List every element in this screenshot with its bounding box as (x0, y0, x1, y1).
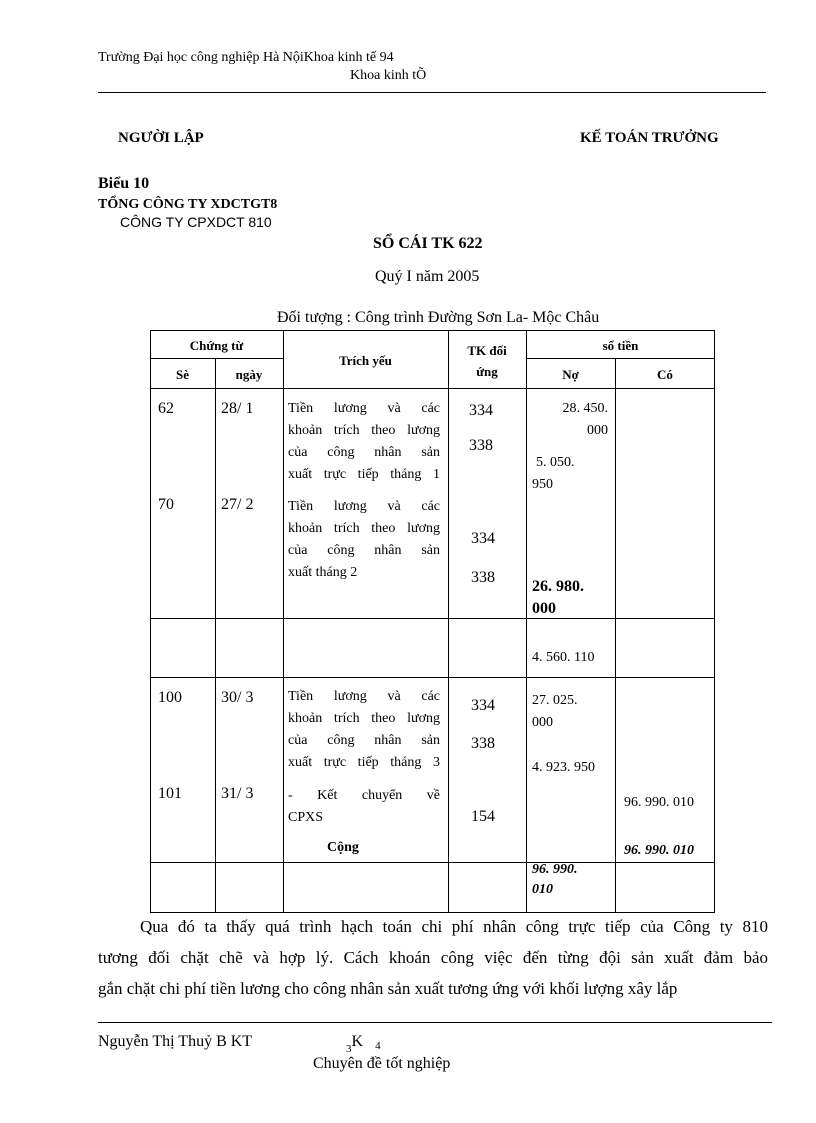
company-name: CÔNG TY CPXDCT 810 (120, 214, 272, 230)
table-header-bottom (150, 388, 715, 389)
entry-description (288, 785, 440, 829)
class-code-part: K (351, 1033, 364, 1050)
entry-account: 334 (471, 697, 495, 714)
table-border-right (714, 330, 715, 912)
table-col-line-3 (448, 330, 449, 912)
paragraph-line: Qua đó ta thấy quá trình hạch toán chi phí nhân công trực tiếp của Công ty 810 (140, 917, 768, 936)
debit-part: 26. 980. (532, 578, 584, 595)
total-debit-part: 010 (532, 882, 553, 897)
ledger-subject: Đối tượng : Công trình Đường Sơn La- Mộc Châu (277, 309, 600, 326)
class-code-part: 4 (375, 1040, 381, 1052)
table-row-line-3 (150, 862, 715, 863)
entry-account: 338 (471, 569, 495, 586)
entry-debit: 4. 560. 110 (532, 650, 595, 665)
signature-preparer: NGƯỜI LẬP (118, 130, 204, 146)
footer-caption: Chuyên đề tốt nghiệp (313, 1055, 451, 1072)
debit-part: 5. 050. (536, 455, 575, 470)
form-label: Biểu 10 (98, 175, 150, 192)
total-credit: 96. 990. 010 (624, 843, 694, 858)
debit-part: 28. 450. (562, 401, 608, 416)
description-line: xuất tháng 2 (288, 565, 358, 580)
total-label: Cộng (327, 840, 359, 855)
entry-debit (532, 690, 578, 734)
header-rule (98, 92, 766, 93)
paragraph-line: gắn chặt chi phí tiền lương cho công nhân sản xuất tương ứng với khối lượng xây lắp (98, 979, 678, 998)
entry-description (288, 496, 440, 584)
entry-account: 154 (471, 808, 495, 825)
table-col-line-5 (615, 358, 616, 912)
entry-credit: 96. 990. 010 (624, 795, 694, 810)
table-header-split-2 (526, 358, 715, 359)
faculty-name: Khoa kinh tế 94 (303, 50, 394, 65)
entry-number: 70 (158, 496, 174, 513)
entry-number: 62 (158, 400, 174, 417)
entry-account: 334 (471, 530, 495, 547)
header-school (98, 50, 394, 66)
table-col-line-4 (526, 330, 527, 912)
footer-class-code (346, 1033, 381, 1055)
description-line: khoản trích theo lương (288, 711, 440, 726)
header-description: Trích yếu (339, 353, 392, 368)
entry-date: 28/ 1 (221, 400, 254, 417)
entry-debit (532, 576, 584, 620)
table-border-top (150, 330, 715, 331)
entry-debit (552, 398, 608, 442)
debit-part: 000 (532, 715, 553, 730)
total-debit-part: 96. 990. (532, 862, 578, 877)
debit-part: 950 (532, 477, 553, 492)
debit-part: 000 (532, 600, 556, 617)
footer-author: Nguyễn Thị Thuỷ B KT (98, 1033, 253, 1050)
description-line: Tiền lương và các (288, 401, 440, 416)
header-voucher: Chứng từ (189, 338, 244, 353)
description-line: Tiền lương và các (288, 689, 440, 704)
table-col-line-2 (283, 330, 284, 912)
header-account-line2: ứng (476, 364, 498, 379)
signature-chief-accountant: KẾ TOÁN TRƯỞNG (580, 130, 719, 146)
header-date: ngày (235, 367, 263, 382)
entry-account: 338 (471, 735, 495, 752)
total-debit (532, 860, 578, 900)
debit-part: 27. 025. (532, 693, 578, 708)
entry-date: 31/ 3 (221, 785, 254, 802)
description-line: của công nhân sản (288, 543, 440, 558)
description-line: Tiền lương và các (288, 499, 440, 514)
header-debit: Nợ (562, 367, 579, 382)
header-faculty-second: Khoa kinh tÕ (350, 68, 427, 83)
ledger-period: Quý I năm 2005 (375, 268, 480, 285)
description-line: của công nhân sản (288, 445, 440, 460)
school-name: Trường Đại học công nghiệp Hà Nội (98, 50, 304, 65)
table-col-line-1 (215, 358, 216, 912)
corporation-name: TỔNG CÔNG TY XDCTGT8 (98, 197, 278, 212)
footer-rule (98, 1022, 772, 1023)
entry-debit: 4. 923. 950 (532, 760, 595, 775)
table-row-line-1 (150, 618, 715, 619)
description-line: của công nhân sản (288, 733, 440, 748)
header-amount: số tiền (602, 338, 639, 353)
description-line: - Kết chuyển về (288, 788, 440, 803)
entry-number: 100 (158, 689, 182, 706)
description-line: xuất trực tiếp tháng 1 (288, 467, 440, 482)
description-line: khoản trích theo lương (288, 521, 440, 536)
ledger-title: SỔ CÁI TK 622 (373, 235, 483, 252)
description-line: CPXS (288, 810, 324, 825)
entry-date: 27/ 2 (221, 496, 254, 513)
header-credit: Có (657, 367, 673, 382)
paragraph-line: tương đối chặt chẽ và hợp lý. Cách khoán công việc đến từng đội sản xuất đảm bảo (98, 948, 768, 967)
conclusion-paragraph (98, 911, 768, 1004)
entry-debit (532, 452, 575, 496)
entry-description (288, 398, 440, 486)
class-code-part: 3 (346, 1043, 352, 1055)
header-account-line1: TK đối (467, 343, 507, 358)
entry-date: 30/ 3 (221, 689, 254, 706)
entry-account: 338 (469, 437, 493, 454)
entry-number: 101 (158, 785, 182, 802)
description-line: khoản trích theo lương (288, 423, 440, 438)
description-line: xuất trực tiếp tháng 3 (288, 755, 440, 770)
debit-part: 000 (587, 423, 608, 438)
entry-description (288, 686, 440, 774)
header-number: Sè (176, 367, 189, 382)
table-row-line-2 (150, 677, 715, 678)
table-header-split-1 (150, 358, 283, 359)
entry-account: 334 (469, 402, 493, 419)
table-border-left (150, 330, 151, 912)
